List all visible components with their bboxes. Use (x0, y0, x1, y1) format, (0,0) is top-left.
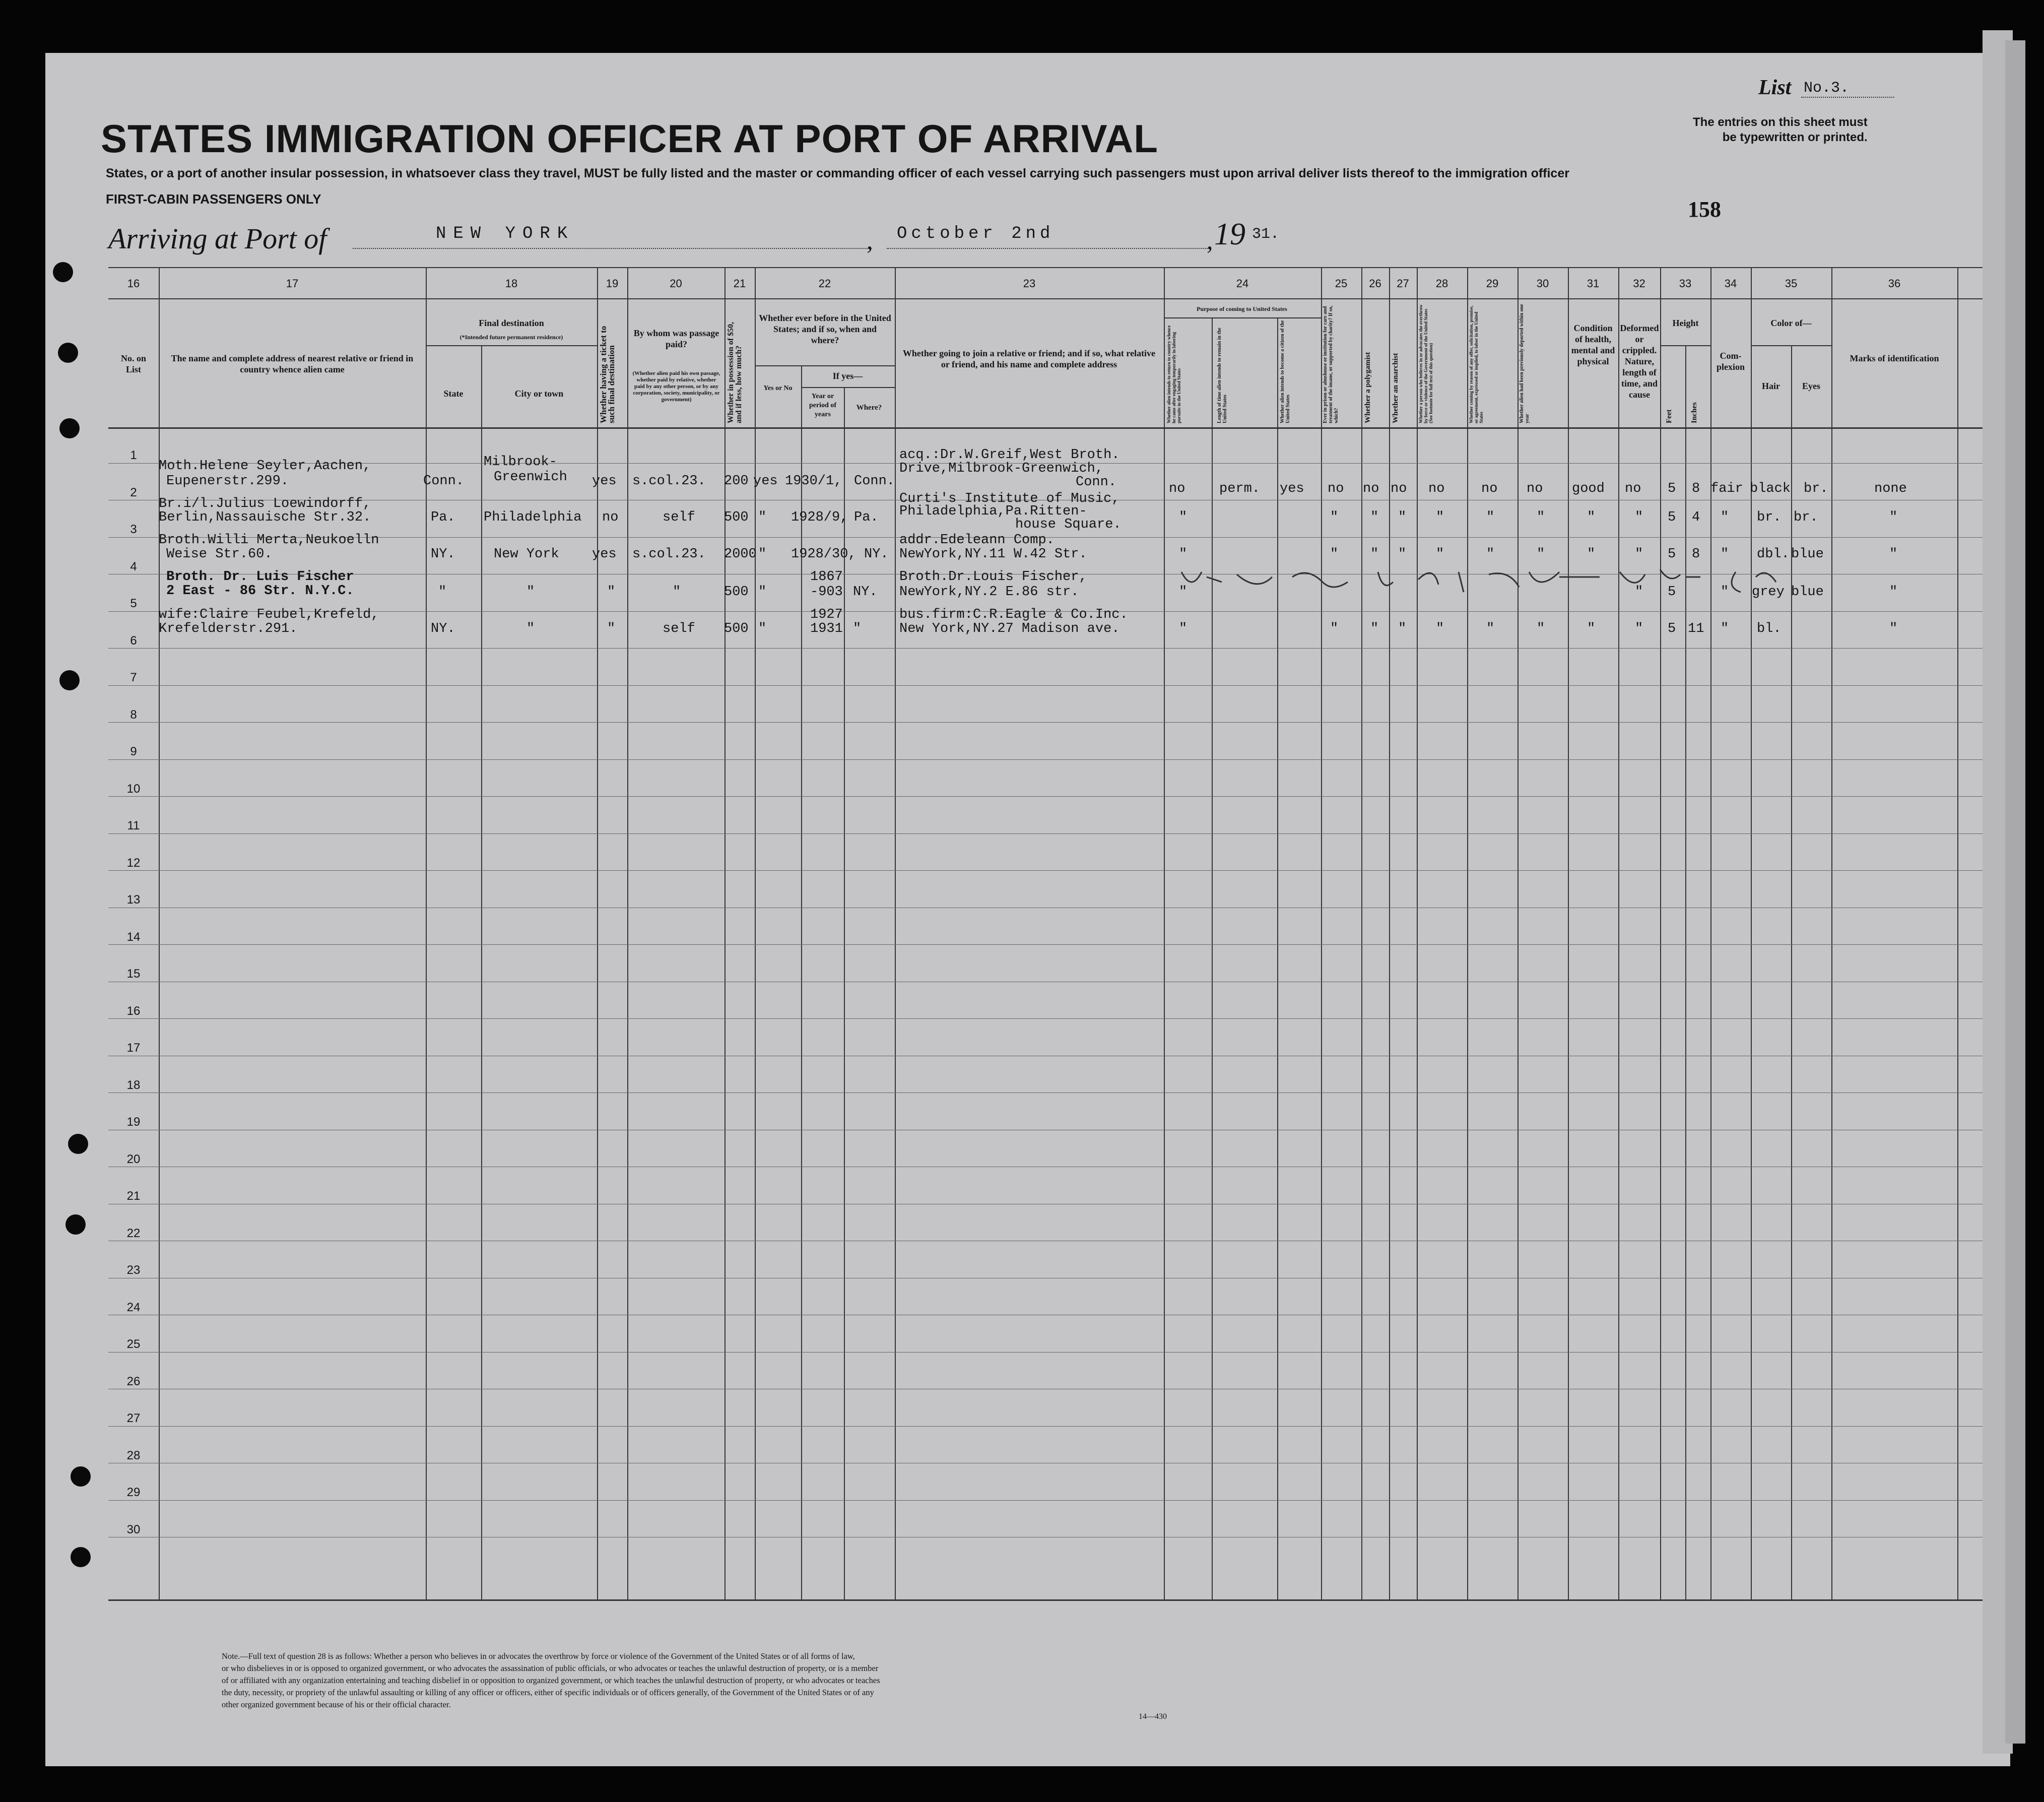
r4-join-2: NewYork,NY.2 E.86 str. (899, 585, 1079, 600)
r5-join-2: New York,NY.27 Madison ave. (899, 621, 1120, 636)
r2-eyes: br. (1794, 510, 1818, 525)
r1-before: yes (753, 474, 778, 489)
header-year-period: Year or period of years (809, 393, 837, 418)
r3-join-1: addr.Edeleann Comp. (899, 533, 1054, 548)
vrule (1518, 267, 1519, 1599)
r3-ditto-mark: " (1436, 547, 1444, 562)
rule-sub-24 (1164, 317, 1321, 318)
punch-hole-4 (59, 670, 80, 690)
r5-ditto-mark: " (1330, 621, 1339, 636)
r4-years-2: -903 (810, 585, 843, 600)
row-number: 7 (130, 671, 137, 684)
row-rule (108, 1092, 1983, 1093)
r3-ditto-mark: " (1486, 547, 1495, 562)
colnum-22: 22 (818, 277, 831, 290)
r1-relative-1: Moth.Helene Seyler,Aachen, (159, 459, 371, 474)
r1-join-1: acq.:Dr.W.Greif,West Broth. (899, 447, 1120, 463)
r5-ditto-mark: " (758, 621, 767, 636)
header-color-of: Color of— (1770, 318, 1812, 328)
r4-relative-2: 2 East - 86 Str. N.Y.C. (166, 584, 354, 599)
r1-feet: 5 (1668, 481, 1676, 496)
header-polygamist: Whether a polygamist (1364, 352, 1372, 423)
row-number: 21 (126, 1189, 141, 1203)
r1-paid: s.col.23. (632, 474, 706, 489)
header-marks: Marks of identification (1850, 353, 1939, 363)
r4-feet: 5 (1668, 585, 1676, 600)
header-deformed: Deformed or crippled. Nature, length of time, and cause (1620, 323, 1659, 400)
header-yes-no: Yes or No (763, 384, 793, 392)
sheet-number: 158 (1688, 197, 1721, 222)
r3-eyes: blue (1791, 547, 1824, 562)
r1-length: perm. (1219, 481, 1261, 496)
comma-1: , (867, 226, 873, 254)
r2-money: 500 (724, 510, 749, 525)
r3-paid: s.col.23. (632, 547, 706, 562)
colnum-27: 27 (1397, 277, 1409, 290)
header-ticket: Whether having a ticket to such final destination (599, 326, 616, 423)
r2-years: 1928/9, (791, 510, 848, 525)
r3-ditto-mark: " (1635, 547, 1643, 562)
colnum-26: 26 (1369, 277, 1381, 290)
r3-money: 2000 (724, 547, 757, 562)
r5-ditto-mark: " (1486, 621, 1495, 636)
row-number: 26 (126, 1374, 141, 1388)
r2-where: Pa. (854, 510, 879, 525)
r3-years: 1928/30, (791, 547, 856, 562)
r3-ditto-mark: " (1889, 547, 1898, 562)
r2-inches: 4 (1692, 510, 1700, 525)
row-number: 14 (126, 930, 141, 944)
r5-ditto-mark: " (1179, 621, 1188, 636)
r3-inches: 8 (1692, 547, 1700, 562)
r2-ditto-mark: " (1889, 510, 1898, 525)
colnum-33: 33 (1679, 277, 1692, 290)
r2-join-2: Philadelphia,Pa.Ritten- (899, 504, 1087, 519)
row-rule (108, 685, 1983, 686)
arrival-date: October 2nd (897, 224, 1054, 243)
r3-city: New York (494, 547, 559, 562)
row-number: 19 (126, 1115, 141, 1129)
vrule (1277, 317, 1278, 1599)
r3-join-2: NewYork,NY.11 W.42 Str. (899, 547, 1087, 562)
r1-join-2: Drive,Milbrook-Greenwich, (899, 461, 1104, 476)
rule-colnum (108, 298, 1983, 299)
vrule (1957, 267, 1958, 1599)
list-label: List (1758, 76, 1792, 99)
r1-inches: 8 (1692, 481, 1700, 496)
r4-ditto-mark: " (607, 585, 616, 600)
row-rule (108, 796, 1983, 797)
form-number: 14—430 (1139, 1712, 1167, 1721)
vrule (724, 267, 726, 1599)
r1-health: good (1572, 481, 1605, 496)
vrule (1791, 345, 1792, 1599)
r3-ditto-mark: " (1330, 547, 1339, 562)
r1-city-2: Greenwich (494, 470, 567, 485)
r3-ditto-mark: " (1537, 547, 1545, 562)
vrule (1164, 267, 1165, 1599)
rule-sub-22b (801, 387, 895, 388)
r1-join-3: Conn. (1076, 475, 1117, 490)
header-q29: Whether coming by reason of any offer, solicitation, promise, or agreement, expressed or implied, to labor in the United States (1469, 305, 1484, 423)
list-number-line (1801, 97, 1894, 98)
header-feet: Feet (1665, 409, 1673, 423)
r5-ditto-mark: " (526, 621, 535, 636)
handwritten-annotation (1176, 562, 1993, 600)
header-where: Where? (856, 404, 882, 412)
r2-relative-1: Br.i/l.Julius Loewindorff, (159, 496, 371, 511)
page-edge-back (2005, 40, 2025, 1744)
vrule (895, 267, 896, 1599)
header-state: State (443, 389, 464, 399)
header-no-on-list: No. on List (120, 353, 146, 374)
row-number: 18 (126, 1078, 141, 1092)
r2-ticket: no (602, 510, 619, 525)
colnum-29: 29 (1486, 277, 1499, 290)
row-number: 22 (126, 1226, 141, 1240)
r5-money: 500 (724, 621, 749, 636)
header-city: City or town (514, 389, 564, 399)
r1-q28: no (1428, 481, 1445, 496)
header-height: Height (1672, 318, 1699, 328)
row-number: 12 (126, 856, 141, 870)
row-number: 17 (126, 1041, 141, 1055)
r1-return: no (1169, 481, 1185, 496)
r4-ditto-mark: " (1889, 585, 1898, 600)
header-health: Condition of health, mental and physical (1571, 323, 1615, 366)
colnum-20: 20 (670, 277, 682, 290)
colnum-25: 25 (1335, 277, 1348, 290)
colnum-24: 24 (1236, 277, 1249, 290)
r4-ditto-mark: " (1721, 585, 1729, 600)
punch-hole-2 (58, 343, 78, 363)
r5-hair: bl. (1757, 621, 1782, 636)
r3-state: NY. (431, 547, 455, 562)
header-if-yes: If yes— (832, 371, 863, 381)
vrule (1831, 267, 1832, 1599)
r1-where: Conn. (854, 474, 895, 489)
r2-relative-2: Berlin,Nassauische Str.32. (159, 510, 371, 525)
vrule (597, 267, 598, 1599)
form-title: STATES IMMIGRATION OFFICER AT PORT OF ARRIVAL (101, 116, 1158, 161)
r2-join-3: house Square. (1015, 517, 1122, 532)
r3-where: NY. (864, 547, 889, 562)
row-rule (108, 759, 1983, 760)
r3-relative-1: Broth.Willi Merta,Neukoelln (159, 533, 379, 548)
header-anarchist: Whether an anarchist (1392, 353, 1400, 423)
r5-ditto-mark: " (1889, 621, 1898, 636)
colnum-32: 32 (1633, 277, 1645, 290)
row-rule (108, 1500, 1983, 1501)
colnum-19: 19 (606, 277, 619, 290)
colnum-36: 36 (1888, 277, 1901, 290)
header-final-destination-note: (*Intended future permanent residence) (459, 334, 563, 341)
vrule (1751, 267, 1752, 1599)
year-prefix: 19 (1214, 217, 1245, 251)
punch-hole-6 (65, 1214, 86, 1235)
header-purpose: Purpose of coming to United States (1197, 305, 1287, 312)
row-number: 11 (127, 819, 140, 832)
r4-eyes: blue (1791, 585, 1824, 600)
row-rule (108, 1426, 1983, 1427)
header-possession: Whether in possession of $50, and if less, how much? (727, 321, 743, 423)
colnum-16: 16 (127, 277, 140, 290)
row-number: 4 (130, 559, 137, 573)
colnum-18: 18 (505, 277, 518, 290)
footnote: Note.—Full text of question 28 is as follows: Whether a person who believes in or advocates the overthrow by force or violence of the Government of the United States or of all forms of law, or who disbelieves in or is opposed to organized government, or who advocates the assassination of public officials, or who advocates or teaches the unlawful destruction of property, or is a member of or affiliated with any organization entertaining and teaching disbelief in or opposition to organized government, or which teaches the unlawful destruction of property, or who advocates or teaches the duty, necessity, or propriety of the unlawful assaulting or killing of any officer or officers, either of specific individuals or of officers generally, of the Government of the United States or of any other organized government because of his or their official character. (222, 1651, 880, 1709)
r2-ditto-mark: " (1370, 510, 1379, 525)
r1-money: 200 (724, 474, 749, 489)
r3-feet: 5 (1668, 547, 1676, 562)
row-number: 8 (130, 707, 137, 722)
r3-ditto-mark: " (1721, 547, 1729, 562)
vrule (1660, 267, 1661, 1599)
row-number: 27 (126, 1411, 141, 1425)
r4-ditto-mark: " (673, 585, 681, 600)
row-number: 28 (126, 1448, 141, 1462)
r5-paid: self (663, 621, 695, 636)
r3-ditto-mark: " (1179, 547, 1188, 562)
r4-ditto-mark: " (1179, 585, 1188, 600)
punch-hole-5 (68, 1134, 88, 1154)
colnum-30: 30 (1536, 277, 1549, 290)
vrule (627, 267, 628, 1599)
header-complexion: Com- plexion (1716, 351, 1745, 372)
vrule (1417, 267, 1418, 1599)
row-number: 16 (126, 1004, 141, 1018)
r2-ditto-mark: " (1486, 510, 1495, 525)
colnum-21: 21 (733, 277, 746, 290)
r2-feet: 5 (1668, 510, 1676, 525)
vrule (1685, 345, 1686, 1599)
vrule (1568, 267, 1569, 1599)
r4-where: NY. (853, 585, 878, 600)
r2-city: Philadelphia (484, 510, 582, 525)
header-inches: Inches (1690, 402, 1698, 423)
row-rule (108, 648, 1983, 649)
vrule (481, 345, 482, 1599)
r1-marks: none (1874, 481, 1907, 496)
r3-relative-2: Weise Str.60. (166, 547, 273, 562)
r5-ditto-mark: " (853, 621, 862, 636)
r2-ditto-mark: " (1436, 510, 1444, 525)
punch-hole-3 (59, 418, 80, 438)
r1-years: 1930/1, (785, 474, 842, 489)
header-final-destination: Final destination (479, 318, 544, 328)
header-nearest-relative: The name and complete address of nearest relative or friend in country whence alien came (171, 353, 414, 374)
r5-feet: 5 (1668, 621, 1676, 636)
rule-sub-22 (755, 365, 895, 366)
date-line (887, 248, 1209, 249)
row-number: 5 (130, 597, 137, 610)
r4-ditto-mark: " (1635, 585, 1643, 600)
colnum-31: 31 (1587, 277, 1600, 290)
row-number: 3 (130, 523, 137, 536)
r5-years-2: 1931 (810, 621, 843, 636)
r4-years-1: 1867 (810, 569, 843, 585)
r4-hair: grey (1752, 585, 1785, 600)
r5-inches: 11 (1688, 621, 1704, 636)
r5-years-1: 1927 (810, 607, 843, 622)
r5-ditto-mark: " (1436, 621, 1444, 636)
r4-money: 500 (724, 585, 749, 600)
row-rule (108, 944, 1983, 945)
r1-deformed: no (1625, 481, 1641, 496)
row-number: 6 (130, 633, 137, 648)
r3-hair: dbl. (1757, 547, 1790, 562)
header-purpose-citizen: Whether alien intends to become a citizen of the United States (1280, 320, 1291, 423)
r2-join-1: Curti's Institute of Music, (899, 491, 1120, 506)
r4-join-1: Broth.Dr.Louis Fischer, (899, 569, 1087, 585)
list-number: No.3. (1804, 80, 1850, 97)
r3-ditto-mark: " (1398, 547, 1407, 562)
vrule (1212, 317, 1213, 1599)
r1-polygamist: no (1363, 481, 1379, 496)
r1-citizen: yes (1280, 481, 1304, 496)
r3-ticket: yes (592, 547, 617, 562)
r1-q29: no (1481, 481, 1498, 496)
r1-relative-2: Eupenerstr.299. (166, 474, 289, 489)
punch-hole-1 (53, 262, 73, 282)
vrule (1618, 267, 1619, 1599)
r2-ditto-mark: " (1537, 510, 1545, 525)
r2-ditto-mark: " (1398, 510, 1407, 525)
row-number: 1 (130, 448, 137, 462)
header-join-relative: Whether going to join a relative or friend; and if so, what relative or friend, and his name and complete address (902, 348, 1156, 369)
vrule (844, 387, 845, 1599)
vrule (426, 267, 427, 1599)
r1-anarchist: no (1391, 481, 1407, 496)
manifest-table (108, 267, 1983, 1602)
punch-hole-7 (71, 1466, 91, 1487)
r5-relative-2: Krefelderstr.291. (159, 621, 298, 636)
r4-relative-1: Broth. Dr. Luis Fischer (166, 569, 354, 585)
r1-eyes: br. (1804, 481, 1828, 496)
r2-paid: self (663, 510, 695, 525)
passenger-class: FIRST-CABIN PASSENGERS ONLY (106, 191, 321, 207)
colnum-34: 34 (1724, 277, 1737, 290)
arriving-label: Arriving at Port of (108, 222, 327, 255)
r2-ditto-mark: " (1587, 510, 1596, 525)
r5-ditto-mark: " (1721, 621, 1729, 636)
header-purpose-return: Whether alien intends to return to country whence he came after engaging temporarily in laboring pursuits in the United States (1166, 325, 1181, 423)
form-subtitle: States, or a port of another insular possession, in whatsoever class they travel, MUST be fully listed and the master or commanding officer of each vessel carrying such passengers must upon arrival deliver lists thereof to the immigration officer (106, 166, 1569, 180)
row-number: 10 (126, 782, 141, 796)
row-number: 25 (126, 1337, 141, 1351)
vrule (755, 267, 756, 1599)
colnum-28: 28 (1435, 277, 1448, 290)
r1-q30: no (1527, 481, 1543, 496)
row-number: 9 (130, 745, 137, 758)
header-eyes: Eyes (1802, 381, 1820, 391)
header-passage-paid: By whom was passage paid? (633, 328, 719, 349)
header-purpose-length: Length of time alien intends to remain in the United States (1217, 328, 1228, 423)
r1-city-1: Milbrook- (484, 455, 557, 470)
r3-ditto-mark: " (1587, 547, 1596, 562)
r5-state: NY. (431, 621, 455, 636)
row-rule (108, 1018, 1983, 1019)
r2-before: " (758, 510, 767, 525)
header-ever-before: Whether ever before in the United States; and if so, when and where? (759, 313, 891, 345)
rule-bottom (108, 1599, 1983, 1601)
r2-state: Pa. (431, 510, 455, 525)
colnum-35: 35 (1785, 277, 1798, 290)
r2-hair: br. (1757, 510, 1782, 525)
row-number: 24 (126, 1300, 141, 1314)
r1-ticket: yes (592, 474, 617, 489)
r5-ditto-mark: " (1587, 621, 1596, 636)
header-q28: Whether a person who believes in or advocates the overthrow by force or violence of the Government of the United States (See footnote for full text of this question) (1418, 304, 1433, 423)
rule-sub-18 (426, 345, 597, 346)
row-number: 29 (126, 1486, 141, 1499)
rule-top (108, 267, 1983, 268)
r2-ditto-mark: " (1635, 510, 1643, 525)
row-number: 30 (126, 1522, 141, 1536)
port-line (353, 248, 872, 249)
row-rule (108, 870, 1983, 871)
row-number: 13 (126, 893, 141, 907)
header-passage-note: (Whether alien paid his own passage, whether paid by relative, whether paid by any other person, or by any corporation, society, municipality, or government) (632, 370, 720, 403)
row-rule (108, 833, 1983, 834)
header-hair: Hair (1762, 381, 1780, 391)
row-number: 20 (126, 1152, 141, 1166)
header-prison: Ever in prison or almshouse or institution for care and treatment of the insane, or supported by charity? If so, which? (1323, 305, 1339, 423)
r1-hair: black (1750, 481, 1791, 496)
r4-ditto-mark: " (758, 585, 767, 600)
r5-relative-1: wife:Claire Feubel,Krefeld, (159, 607, 379, 622)
r2-ditto-mark: " (1721, 510, 1729, 525)
r5-ditto-mark: " (607, 621, 616, 636)
r3-before: " (758, 547, 767, 562)
year-suffix: 31. (1252, 226, 1280, 243)
comma-2: , (1207, 226, 1213, 254)
punch-hole-8 (71, 1547, 91, 1567)
row-number: 15 (126, 967, 141, 981)
r2-ditto-mark: " (1179, 510, 1188, 525)
row-rule (108, 722, 1983, 723)
r4-ditto-mark: " (438, 585, 447, 600)
port-name: NEW YORK (436, 224, 575, 243)
colnum-23: 23 (1023, 277, 1036, 290)
row-number: 23 (126, 1263, 141, 1277)
r1-state: Conn. (423, 474, 465, 489)
typewritten-note: The entries on this sheet must be typewritten or printed. (1693, 115, 1868, 144)
r3-ditto-mark: " (1370, 547, 1379, 562)
r5-ditto-mark: " (1537, 621, 1545, 636)
colnum-17: 17 (286, 277, 299, 290)
rule-header-bottom (108, 427, 1983, 429)
vrule (1321, 267, 1322, 1599)
vrule (1710, 267, 1711, 1599)
r5-join-1: bus.firm:C.R.Eagle & Co.Inc. (899, 607, 1128, 622)
row-rule (108, 1352, 1983, 1353)
vrule (1361, 267, 1362, 1599)
r4-ditto-mark: " (526, 585, 535, 600)
r5-ditto-mark: " (1370, 621, 1379, 636)
r2-ditto-mark: " (1330, 510, 1339, 525)
vrule (1389, 267, 1390, 1599)
header-q30: Whether alien had been previously deported within one year (1519, 304, 1530, 423)
vrule (1467, 267, 1468, 1599)
r1-prison: no (1328, 481, 1344, 496)
r1-complexion: fair (1710, 481, 1743, 496)
r5-ditto-mark: " (1635, 621, 1643, 636)
row-number: 2 (130, 485, 137, 499)
r5-ditto-mark: " (1398, 621, 1407, 636)
